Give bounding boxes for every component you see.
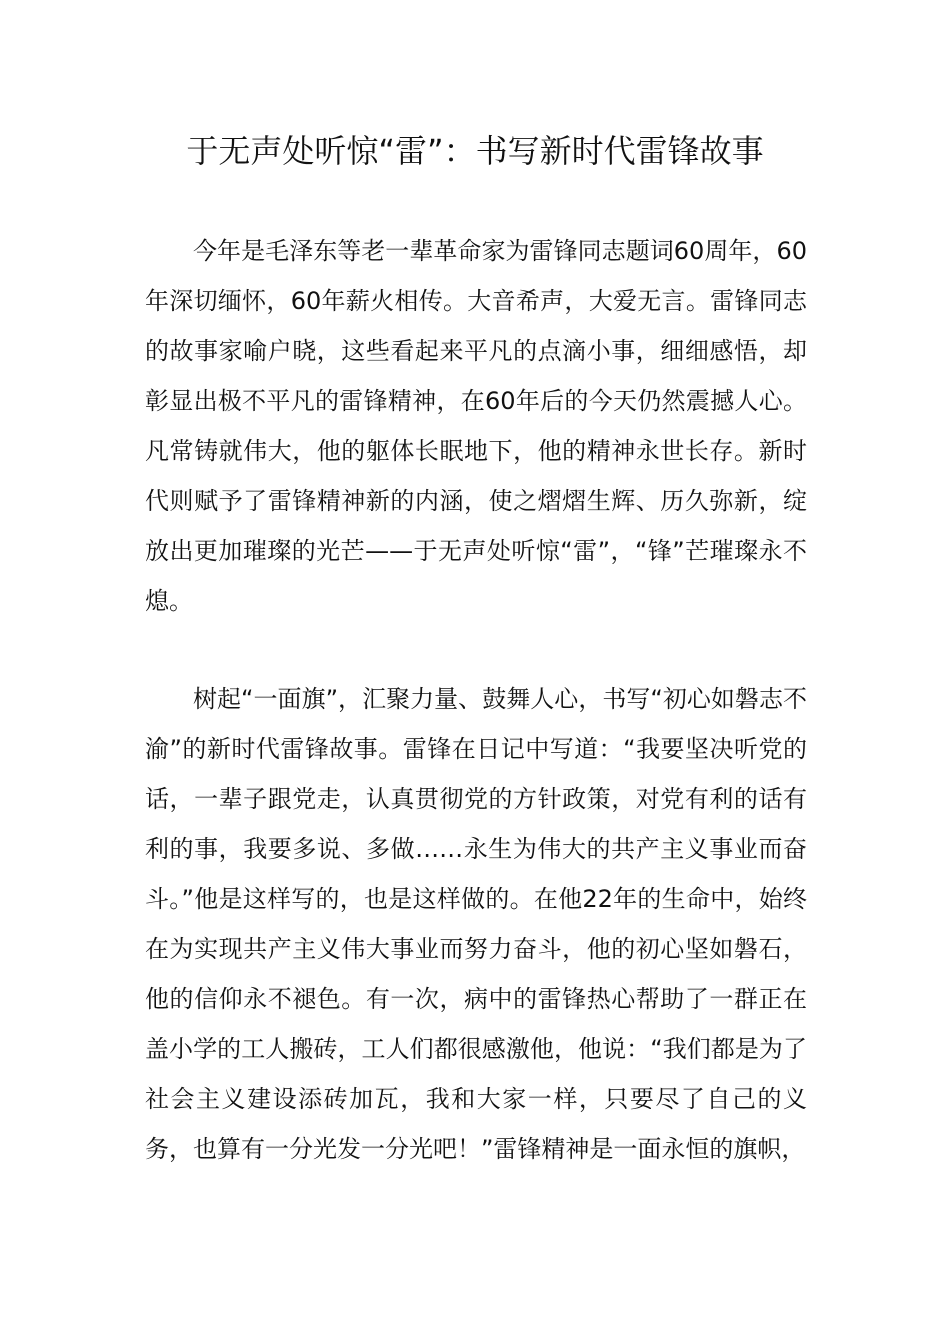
paragraph-1: 今年是毛泽东等老一辈革命家为雷锋同志题词60周年，60年深切缅怀，60年薪火相传。大音希声，大爱无言。雷锋同志的故事家喻户晓，这些看起来平凡的点滴小事，细细感悟，却彰显出极不平凡的雷锋精神，在60年后的今天仍然震撼人心。凡常铸就伟大，他的躯体长眠地下，他的精神永世长存。新时代则赋予了雷锋精神新的内涵，使之熠熠生辉、历久弥新，绽放出更加璀璨的光芒——于无声处听惊“雷”，“锋”芒璀璨永不熄。	[145, 237, 807, 615]
document-title: 于无声处听惊“雷”：书写新时代雷锋故事	[186, 132, 764, 170]
paragraph-2: 树起“一面旗”，汇聚力量、鼓舞人心，书写“初心如磐志不渝”的新时代雷锋故事。雷锋在日记中写道：“我要坚决听党的话，一辈子跟党走，认真贯彻党的方针政策，对党有利的话有利的事，我要多说、多做……永生为伟大的共产主义事业而奋斗。”他是这样写的，也是这样做的。在他22年的生命中，始终在为实现共产主义伟大事业而努力奋斗，他的初心坚如磐石，他的信仰永不褪色。有一次，病中的雷锋热心帮助了一群正在盖小学的工人搬砖，工人们都很感激他，他说：“我们都是为了社会主义建设添砖加瓦，我和大家一样，只要尽了自己的义务，也算有一分光发一分光吧！”雷锋精神是一面永恒的旗帜，	[145, 685, 807, 1163]
